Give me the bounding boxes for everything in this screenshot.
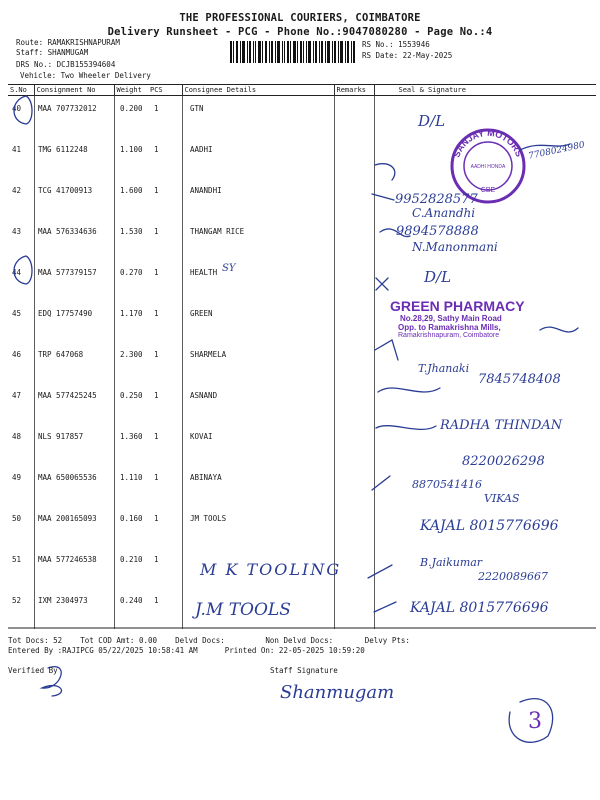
row-weight: 1.170 (120, 309, 143, 318)
hand-health-suffix: SY (222, 263, 236, 274)
barcode (230, 41, 355, 63)
printed-on: Printed On: 22-05-2025 10:59:20 (224, 646, 365, 655)
non-delvd-docs: Non Delvd Docs: (265, 636, 334, 645)
hand-phone-51: 2220089667 (478, 570, 548, 583)
row-weight: 2.300 (120, 350, 143, 359)
hand-jm-tools: J.M TOOLS (195, 600, 291, 620)
row-consignment: MAA 577379157 (38, 268, 97, 277)
pharmacy-addr2: Opp. to Ramakrishna Mills, (398, 323, 501, 332)
staff-signature-label: Staff Signature (270, 666, 338, 675)
row-weight: 1.100 (120, 145, 143, 154)
row-pcs: 1 (154, 432, 159, 441)
hand-name-42: C.Anandhi (412, 206, 476, 220)
route-label: Route: RAMAKRISHNAPURAM (16, 38, 120, 47)
hand-name-51: B.Jaikumar (420, 556, 483, 569)
hand-name-43: N.Manonmani (412, 240, 498, 254)
col-seal: Seal & Signature (374, 85, 596, 96)
row-pcs: 1 (154, 268, 159, 277)
row-weight: 0.270 (120, 268, 143, 277)
row-sno: 51 (12, 555, 22, 564)
row-sno: 48 (12, 432, 22, 441)
pharmacy-addr3: Ramakrishnapuram, Coimbatore (398, 332, 500, 339)
hand-phone-49: 8870541416 (412, 478, 482, 491)
row-weight: 0.250 (120, 391, 143, 400)
rs-date: RS Date: 22-May-2025 (362, 51, 453, 60)
row-consignee: ANANDHI (190, 186, 222, 195)
row-sno: 45 (12, 309, 22, 318)
row-pcs: 1 (154, 514, 159, 523)
row-pcs: 1 (154, 473, 159, 482)
row-consignee: KOVAI (190, 432, 213, 441)
footer-totals (8, 636, 410, 645)
hand-dl-40: D/L (418, 112, 446, 130)
row-consignment: MAA 576334636 (38, 227, 97, 236)
row-consignment: MAA 650065536 (38, 473, 97, 482)
row-consignment: NLS 917857 (38, 432, 84, 441)
row-consignment: TMG 6112248 (38, 145, 88, 154)
col-sno: S.No (8, 85, 34, 96)
sanjay-inner-text: AADHI HONDA (470, 164, 506, 170)
pharmacy-addr1: No.28,29, Sathy Main Road (400, 314, 502, 323)
hand-dl-44: D/L (424, 268, 452, 286)
row-consignment: MAA 707732012 (38, 104, 97, 113)
verified-by: Verified By (8, 666, 58, 675)
row-consignee: ABINAYA (190, 473, 222, 482)
runsheet-subtitle: Delivery Runsheet - PCG - Phone No.:9047080280 - Page No.:4 (107, 26, 493, 38)
row-sno: 44 (12, 268, 22, 277)
row-sno: 50 (12, 514, 22, 523)
sanjay-text: SANJAY MOTORS (451, 127, 525, 159)
row-weight: 1.360 (120, 432, 143, 441)
hand-kajal-52: KAJAL 8015776696 (410, 600, 549, 616)
row-weight: 0.240 (120, 596, 143, 605)
hand-phone-43: 9894578888 (396, 224, 479, 239)
row-sno: 42 (12, 186, 22, 195)
tot-docs: Tot Docs: 52 (8, 636, 63, 645)
drs-label: DRS No.: DCJB155394604 (16, 60, 116, 69)
row-weight: 1.110 (120, 473, 143, 482)
row-weight: 1.530 (120, 227, 143, 236)
row-consignment: MAA 577425245 (38, 391, 97, 400)
company-title: THE PROFESSIONAL COURIERS, COIMBATORE (179, 12, 421, 24)
row-consignee: AADHI (190, 145, 213, 154)
row-consignment: MAA 200165093 (38, 514, 97, 523)
circled-number: 3 (528, 709, 542, 734)
row-sno: 43 (12, 227, 22, 236)
staff-label: Staff: SHANMUGAM (16, 48, 89, 57)
col-remarks: Remarks (334, 85, 374, 96)
row-consignee: GTN (190, 104, 204, 113)
hand-phone-47: 7845748408 (478, 372, 561, 387)
row-consignee: ASNAND (190, 391, 218, 400)
row-weight: 0.160 (120, 514, 143, 523)
row-pcs: 1 (154, 309, 159, 318)
green-pharmacy-stamp (390, 298, 570, 339)
delvy-pts: Delvy Pts: (364, 636, 410, 645)
row-weight: 0.210 (120, 555, 143, 564)
row-sno: 41 (12, 145, 22, 154)
staff-signature: Shanmugam (280, 682, 395, 703)
sanjay-side-text: CBE (480, 187, 496, 194)
table-header-row (8, 85, 596, 96)
row-consignment: TRP 647068 (38, 350, 84, 359)
row-consignee: JM TOOLS (190, 514, 227, 523)
row-consignee: SHARMELA (190, 350, 227, 359)
row-sno: 40 (12, 104, 22, 113)
row-weight: 1.600 (120, 186, 143, 195)
svg-text:SANJAY MOTORS (451, 128, 524, 159)
hand-phone-41: 7708024980 (527, 140, 586, 162)
row-consignment: TCG 41700913 (38, 186, 93, 195)
pharmacy-name: GREEN PHARMACY (390, 298, 525, 314)
entered-by: Entered By :RAJIPCG 05/22/2025 10:58:41 AM (8, 646, 198, 655)
delvd-docs: Delvd Docs: (175, 636, 225, 645)
row-sno: 47 (12, 391, 22, 400)
row-consignee: HEALTH (190, 268, 218, 277)
row-consignee: THANGAM RICE (190, 227, 245, 236)
hand-mk-tooling: M K TOOLING (200, 560, 342, 579)
col-weight: Weight (114, 85, 148, 96)
tot-cod: Tot COD Amt: 0.00 (80, 636, 158, 645)
rs-no: RS No.: 1553946 (362, 40, 430, 49)
col-consignee: Consignee Details (182, 85, 334, 96)
hand-phone-42: 9952828577 (395, 192, 478, 207)
row-sno: 49 (12, 473, 22, 482)
row-sno: 52 (12, 596, 22, 605)
row-pcs: 1 (154, 104, 159, 113)
row-pcs: 1 (154, 186, 159, 195)
hand-kajal-50: KAJAL 8015776696 (420, 518, 559, 534)
hand-phone-48: 8220026298 (462, 454, 545, 469)
row-pcs: 1 (154, 227, 159, 236)
row-pcs: 1 (154, 350, 159, 359)
footer-entry (8, 646, 365, 655)
hand-name-48: RADHA THINDAN (440, 418, 563, 433)
row-sno: 46 (12, 350, 22, 359)
row-consignee: GREEN (190, 309, 213, 318)
row-pcs: 1 (154, 596, 159, 605)
col-consignment: Consignment No (34, 85, 114, 96)
row-consignment: EDQ 17757490 (38, 309, 93, 318)
row-pcs: 1 (154, 391, 159, 400)
col-pcs: PCS (148, 85, 182, 96)
vehicle-label: Vehicle: Two Wheeler Delivery (20, 71, 151, 80)
hand-name-49: VIKAS (484, 492, 520, 505)
row-consignment: IXM 2304973 (38, 596, 88, 605)
row-consignment: MAA 577246538 (38, 555, 97, 564)
row-pcs: 1 (154, 555, 159, 564)
row-pcs: 1 (154, 145, 159, 154)
row-weight: 0.200 (120, 104, 143, 113)
hand-name-47: T.Jhanaki (418, 362, 470, 375)
